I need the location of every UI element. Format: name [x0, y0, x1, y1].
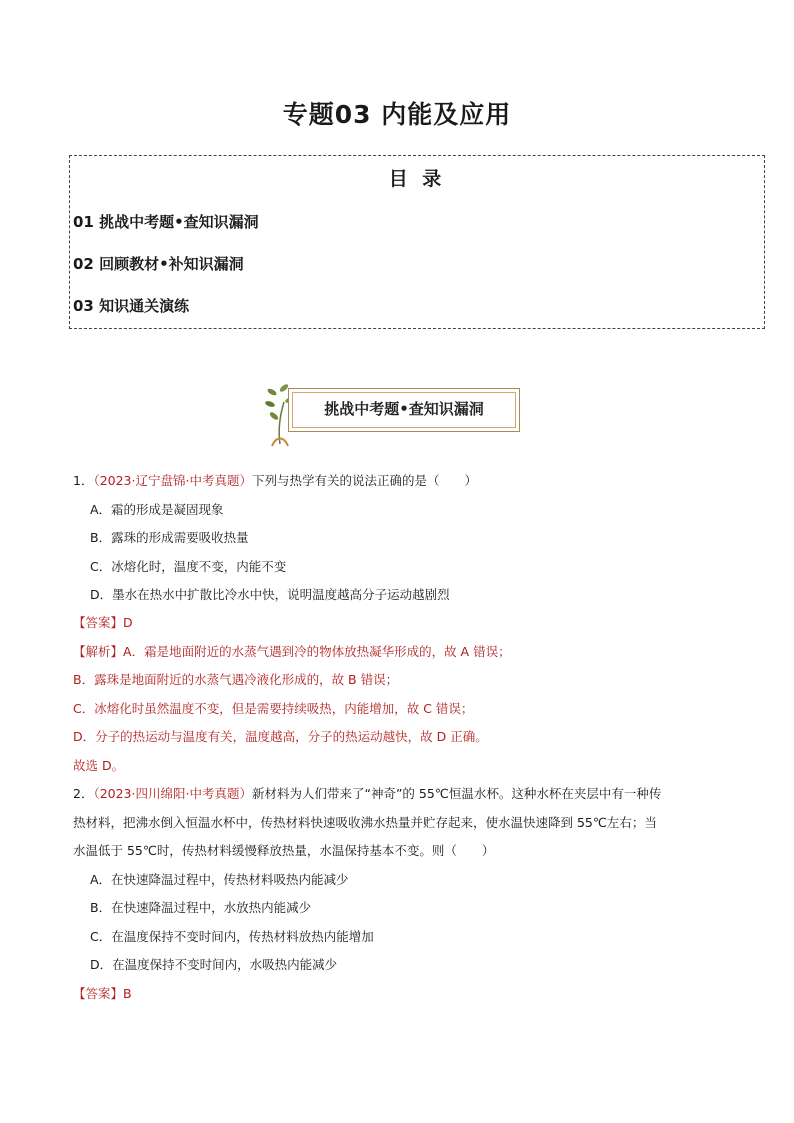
option-c: C．冰熔化时，温度不变，内能不变 [90, 559, 287, 574]
toc-item-3[interactable]: 03 知识通关演练 [73, 297, 190, 315]
toc-item-1[interactable]: 01 挑战中考题•查知识漏洞 [73, 213, 259, 231]
question-text: 新材料为人们带来了“神奇”的 55℃恒温水杯。这种水杯在夹层中有一种传 [251, 786, 662, 801]
option-b: B．露珠的形成需要吸收热量 [90, 530, 249, 545]
answer-label: 【答案】 [73, 986, 124, 1001]
question-2-stem [73, 786, 661, 802]
option-a: A．霜的形成是凝固现象 [90, 502, 224, 517]
answer-value: B [123, 986, 132, 1001]
analysis-line-3: C．冰熔化时虽然温度不变，但是需要持续吸热，内能增加，故 C 错误； [73, 701, 474, 716]
question-2-stem-line-2: 热材料，把沸水倒入恒温水杯中，传热材料快速吸收沸水热量并贮存起来，使水温快速降到 55℃左右；当 [73, 815, 657, 830]
question-1-stem [73, 473, 477, 489]
option-b: B．在快速降温过程中，水放热内能减少 [90, 900, 312, 915]
option-d: D．在温度保持不变时间内，水吸热内能减少 [90, 957, 338, 972]
question-source: （2023·辽宁盘锦·中考真题） [93, 473, 252, 488]
toc-item-2[interactable]: 02 回顾教材•补知识漏洞 [73, 255, 244, 273]
question-2-stem-line-3: 水温低于 55℃时，传热材料缓慢释放热量，水温保持基本不变。则（ ） [73, 843, 495, 858]
option-d: D．墨水在热水中扩散比冷水中快，说明温度越高分子运动越剧烈 [90, 587, 450, 602]
option-a: A．在快速降温过程中，传热材料吸热内能减少 [90, 872, 349, 887]
answer [73, 986, 132, 1002]
question-number: 1． [73, 473, 94, 488]
answer-value: D [123, 615, 133, 630]
analysis-label: 【解析】 [73, 644, 124, 659]
document-title: 专题03 内能及应用 [282, 100, 512, 129]
answer-label: 【答案】 [73, 615, 124, 630]
conclusion: 故选 D。 [73, 758, 125, 773]
analysis-line-2: B．露珠是地面附近的水蒸气遇冷液化形成的，故 B 错误； [73, 672, 399, 687]
question-number: 2． [73, 786, 94, 801]
analysis-line-1: 【解析】A．霜是地面附近的水蒸气遇到冷的物体放热凝华形成的，故 A 错误； [73, 644, 511, 659]
section-badge-label: 挑战中考题•查知识漏洞 [324, 400, 484, 418]
answer [73, 615, 133, 631]
table-of-contents [69, 155, 765, 329]
question-source: （2023·四川绵阳·中考真题） [93, 786, 252, 801]
analysis-line-4: D．分子的热运动与温度有关，温度越高，分子的热运动越快，故 D 正确。 [73, 729, 488, 744]
section-badge [262, 380, 527, 448]
toc-heading: 目 录 [388, 168, 446, 190]
option-c: C．在温度保持不变时间内，传热材料放热内能增加 [90, 929, 374, 944]
question-text: 下列与热学有关的说法正确的是（ ） [251, 473, 477, 488]
